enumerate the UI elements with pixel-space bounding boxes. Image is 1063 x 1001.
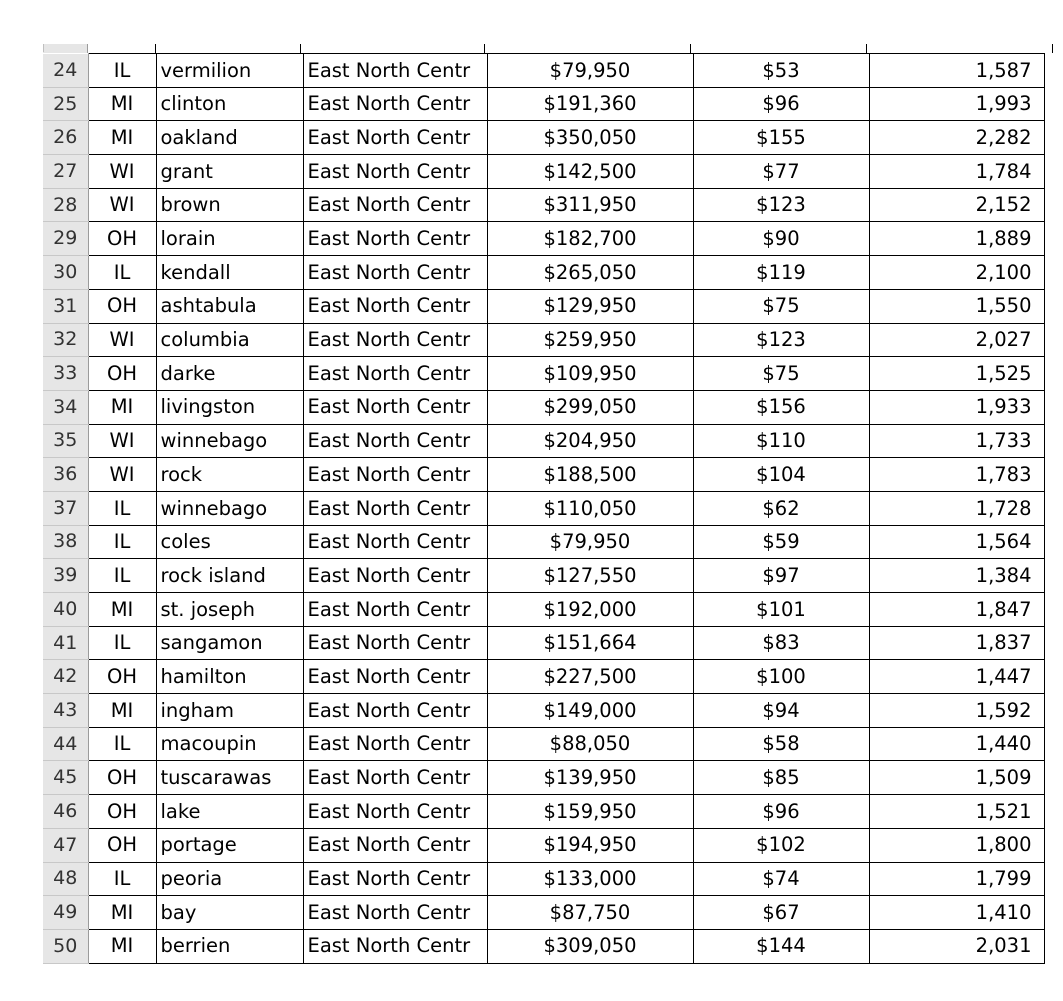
table-row bbox=[43, 289, 1044, 323]
cell-sqft[interactable]: 1,384 bbox=[869, 559, 1044, 593]
cell-state[interactable]: MI bbox=[88, 87, 156, 121]
row-number[interactable]: 39 bbox=[43, 559, 88, 593]
spreadsheet-grid bbox=[43, 53, 1045, 964]
cell-state[interactable]: OH bbox=[88, 795, 156, 829]
row-number[interactable]: 27 bbox=[43, 155, 88, 189]
cell-region[interactable]: East North Centr bbox=[303, 323, 487, 357]
cell-region[interactable]: East North Centr bbox=[303, 896, 487, 930]
cell-county[interactable]: portage bbox=[156, 828, 303, 862]
table-row bbox=[43, 222, 1044, 256]
cell-state[interactable]: WI bbox=[88, 458, 156, 492]
cell-region[interactable]: East North Centr bbox=[303, 357, 487, 391]
cell-county[interactable]: livingston bbox=[156, 390, 303, 424]
row-number[interactable]: 31 bbox=[43, 289, 88, 323]
cell-rent[interactable]: $96 bbox=[693, 87, 869, 121]
cell-region[interactable]: East North Centr bbox=[303, 761, 487, 795]
row-number[interactable]: 35 bbox=[43, 424, 88, 458]
cell-price[interactable]: $88,050 bbox=[487, 727, 693, 761]
row-number[interactable]: 49 bbox=[43, 896, 88, 930]
partial-row-below bbox=[87, 990, 1063, 1001]
cell-state[interactable]: OH bbox=[88, 357, 156, 391]
cell-sqft[interactable]: 1,525 bbox=[869, 357, 1044, 391]
table-row bbox=[43, 424, 1044, 458]
cell-state[interactable]: IL bbox=[88, 491, 156, 525]
cell-price[interactable]: $311,950 bbox=[487, 188, 693, 222]
cell-state[interactable]: MI bbox=[88, 390, 156, 424]
cell-region[interactable]: East North Centr bbox=[303, 660, 487, 694]
cell-region[interactable]: East North Centr bbox=[303, 54, 487, 88]
cell-state[interactable]: OH bbox=[88, 289, 156, 323]
cell-price[interactable]: $159,950 bbox=[487, 795, 693, 829]
table-row bbox=[43, 626, 1044, 660]
cell-county[interactable]: sangamon bbox=[156, 626, 303, 660]
cell-county[interactable]: bay bbox=[156, 896, 303, 930]
cell-price[interactable]: $188,500 bbox=[487, 458, 693, 492]
cell-state[interactable]: OH bbox=[88, 660, 156, 694]
cell-rent[interactable]: $53 bbox=[693, 54, 869, 88]
table-row bbox=[43, 256, 1044, 290]
cell-price[interactable]: $139,950 bbox=[487, 761, 693, 795]
cell-state[interactable]: MI bbox=[88, 121, 156, 155]
table-row bbox=[43, 491, 1044, 525]
cell-region[interactable]: East North Centr bbox=[303, 593, 487, 627]
cell-sqft[interactable]: 1,837 bbox=[869, 626, 1044, 660]
cell-rent[interactable]: $77 bbox=[693, 155, 869, 189]
cell-sqft[interactable]: 1,784 bbox=[869, 155, 1044, 189]
row-number[interactable]: 28 bbox=[43, 188, 88, 222]
cell-county[interactable]: vermilion bbox=[156, 54, 303, 88]
cell-rent[interactable]: $101 bbox=[693, 593, 869, 627]
cell-rent[interactable]: $67 bbox=[693, 896, 869, 930]
cell-county[interactable]: columbia bbox=[156, 323, 303, 357]
cell-rent[interactable]: $83 bbox=[693, 626, 869, 660]
cell-state[interactable]: OH bbox=[88, 222, 156, 256]
cell-county[interactable]: rock island bbox=[156, 559, 303, 593]
table-row bbox=[43, 896, 1044, 930]
cell-price[interactable]: $299,050 bbox=[487, 390, 693, 424]
cell-state[interactable]: WI bbox=[88, 155, 156, 189]
cell-rent[interactable]: $156 bbox=[693, 390, 869, 424]
cell-rent[interactable]: $155 bbox=[693, 121, 869, 155]
cell-sqft[interactable]: 1,509 bbox=[869, 761, 1044, 795]
cell-price[interactable]: $87,750 bbox=[487, 896, 693, 930]
cell-sqft[interactable]: 1,933 bbox=[869, 390, 1044, 424]
table-body bbox=[43, 54, 1044, 964]
cell-county[interactable]: coles bbox=[156, 525, 303, 559]
table-row bbox=[43, 54, 1044, 88]
table-row bbox=[43, 458, 1044, 492]
row-number[interactable]: 45 bbox=[43, 761, 88, 795]
row-number[interactable]: 34 bbox=[43, 390, 88, 424]
cell-sqft[interactable]: 2,282 bbox=[869, 121, 1044, 155]
table-row bbox=[43, 525, 1044, 559]
cell-state[interactable]: IL bbox=[88, 525, 156, 559]
cell-region[interactable]: East North Centr bbox=[303, 525, 487, 559]
row-number[interactable]: 44 bbox=[43, 727, 88, 761]
cell-sqft[interactable]: 1,800 bbox=[869, 828, 1044, 862]
cell-rent[interactable]: $90 bbox=[693, 222, 869, 256]
cell-county[interactable]: peoria bbox=[156, 862, 303, 896]
table-row bbox=[43, 593, 1044, 627]
cell-county[interactable]: lorain bbox=[156, 222, 303, 256]
table-row bbox=[43, 660, 1044, 694]
cell-region[interactable]: East North Centr bbox=[303, 727, 487, 761]
cell-price[interactable]: $129,950 bbox=[487, 289, 693, 323]
cell-price[interactable]: $110,050 bbox=[487, 491, 693, 525]
table-row bbox=[43, 727, 1044, 761]
cell-county[interactable]: ingham bbox=[156, 694, 303, 728]
cell-state[interactable]: WI bbox=[88, 323, 156, 357]
cell-price[interactable]: $151,664 bbox=[487, 626, 693, 660]
cell-price[interactable]: $191,360 bbox=[487, 87, 693, 121]
cell-sqft[interactable]: 1,410 bbox=[869, 896, 1044, 930]
cell-price[interactable]: $194,950 bbox=[487, 828, 693, 862]
cell-county[interactable]: darke bbox=[156, 357, 303, 391]
cell-state[interactable]: MI bbox=[88, 694, 156, 728]
cell-sqft[interactable]: 2,031 bbox=[869, 929, 1044, 963]
cell-sqft[interactable]: 2,152 bbox=[869, 188, 1044, 222]
cell-county[interactable]: oakland bbox=[156, 121, 303, 155]
cell-sqft[interactable]: 1,447 bbox=[869, 660, 1044, 694]
cell-rent[interactable]: $123 bbox=[693, 188, 869, 222]
cell-rent[interactable]: $59 bbox=[693, 525, 869, 559]
cell-sqft[interactable]: 1,440 bbox=[869, 727, 1044, 761]
cell-price[interactable]: $182,700 bbox=[487, 222, 693, 256]
cell-rent[interactable]: $110 bbox=[693, 424, 869, 458]
cell-rent[interactable]: $62 bbox=[693, 491, 869, 525]
cell-rent[interactable]: $100 bbox=[693, 660, 869, 694]
cell-region[interactable]: East North Centr bbox=[303, 87, 487, 121]
cell-rent[interactable]: $75 bbox=[693, 357, 869, 391]
table-row bbox=[43, 390, 1044, 424]
cell-sqft[interactable]: 1,521 bbox=[869, 795, 1044, 829]
cell-region[interactable]: East North Centr bbox=[303, 121, 487, 155]
row-number[interactable]: 30 bbox=[43, 256, 88, 290]
row-number[interactable]: 47 bbox=[43, 828, 88, 862]
row-number[interactable]: 38 bbox=[43, 525, 88, 559]
cell-rent[interactable]: $102 bbox=[693, 828, 869, 862]
row-number[interactable]: 42 bbox=[43, 660, 88, 694]
cell-region[interactable]: East North Centr bbox=[303, 390, 487, 424]
cell-rent[interactable]: $58 bbox=[693, 727, 869, 761]
cell-state[interactable]: IL bbox=[88, 626, 156, 660]
cell-price[interactable]: $204,950 bbox=[487, 424, 693, 458]
table-row bbox=[43, 87, 1044, 121]
cell-region[interactable]: East North Centr bbox=[303, 222, 487, 256]
cell-rent[interactable]: $97 bbox=[693, 559, 869, 593]
cell-sqft[interactable]: 1,889 bbox=[869, 222, 1044, 256]
cell-state[interactable]: OH bbox=[88, 761, 156, 795]
cell-price[interactable]: $192,000 bbox=[487, 593, 693, 627]
cell-region[interactable]: East North Centr bbox=[303, 626, 487, 660]
cell-price[interactable]: $133,000 bbox=[487, 862, 693, 896]
cell-county[interactable]: ashtabula bbox=[156, 289, 303, 323]
cell-rent[interactable]: $94 bbox=[693, 694, 869, 728]
cell-region[interactable]: East North Centr bbox=[303, 559, 487, 593]
cell-sqft[interactable]: 1,592 bbox=[869, 694, 1044, 728]
table-row bbox=[43, 862, 1044, 896]
cell-county[interactable]: lake bbox=[156, 795, 303, 829]
cell-price[interactable]: $350,050 bbox=[487, 121, 693, 155]
cell-rent[interactable]: $96 bbox=[693, 795, 869, 829]
cell-sqft[interactable]: 1,564 bbox=[869, 525, 1044, 559]
cell-state[interactable]: IL bbox=[88, 54, 156, 88]
cell-region[interactable]: East North Centr bbox=[303, 458, 487, 492]
row-number[interactable]: 26 bbox=[43, 121, 88, 155]
row-number[interactable]: 50 bbox=[43, 929, 88, 963]
cell-county[interactable]: brown bbox=[156, 188, 303, 222]
cell-price[interactable]: $309,050 bbox=[487, 929, 693, 963]
cell-rent[interactable]: $123 bbox=[693, 323, 869, 357]
row-number[interactable]: 24 bbox=[43, 54, 88, 88]
cell-region[interactable]: East North Centr bbox=[303, 289, 487, 323]
row-number[interactable]: 48 bbox=[43, 862, 88, 896]
cell-price[interactable]: $259,950 bbox=[487, 323, 693, 357]
cell-county[interactable]: rock bbox=[156, 458, 303, 492]
cell-sqft[interactable]: 2,027 bbox=[869, 323, 1044, 357]
cell-state[interactable]: WI bbox=[88, 424, 156, 458]
cell-region[interactable]: East North Centr bbox=[303, 694, 487, 728]
cell-price[interactable]: $227,500 bbox=[487, 660, 693, 694]
cell-county[interactable]: hamilton bbox=[156, 660, 303, 694]
table-row bbox=[43, 323, 1044, 357]
cell-price[interactable]: $265,050 bbox=[487, 256, 693, 290]
cell-price[interactable]: $149,000 bbox=[487, 694, 693, 728]
cell-state[interactable]: MI bbox=[88, 929, 156, 963]
cell-sqft[interactable]: 1,728 bbox=[869, 491, 1044, 525]
cell-county[interactable]: macoupin bbox=[156, 727, 303, 761]
cell-sqft[interactable]: 1,847 bbox=[869, 593, 1044, 627]
cell-region[interactable]: East North Centr bbox=[303, 929, 487, 963]
row-number[interactable]: 36 bbox=[43, 458, 88, 492]
row-number[interactable]: 33 bbox=[43, 357, 88, 391]
cell-rent[interactable]: $119 bbox=[693, 256, 869, 290]
cell-county[interactable]: winnebago bbox=[156, 424, 303, 458]
table-row bbox=[43, 357, 1044, 391]
row-number[interactable]: 32 bbox=[43, 323, 88, 357]
row-number[interactable]: 37 bbox=[43, 491, 88, 525]
cell-price[interactable]: $142,500 bbox=[487, 155, 693, 189]
cell-state[interactable]: IL bbox=[88, 559, 156, 593]
cell-state[interactable]: IL bbox=[88, 727, 156, 761]
cell-price[interactable]: $79,950 bbox=[487, 54, 693, 88]
cell-price[interactable]: $109,950 bbox=[487, 357, 693, 391]
cell-county[interactable]: st. joseph bbox=[156, 593, 303, 627]
cell-sqft[interactable]: 2,100 bbox=[869, 256, 1044, 290]
cell-county[interactable]: clinton bbox=[156, 87, 303, 121]
cell-state[interactable]: OH bbox=[88, 828, 156, 862]
table-row bbox=[43, 929, 1044, 963]
cell-sqft[interactable]: 1,993 bbox=[869, 87, 1044, 121]
row-number[interactable]: 29 bbox=[43, 222, 88, 256]
table-row bbox=[43, 795, 1044, 829]
data-table bbox=[43, 53, 1045, 964]
row-number[interactable]: 43 bbox=[43, 694, 88, 728]
table-row bbox=[43, 828, 1044, 862]
cell-price[interactable]: $127,550 bbox=[487, 559, 693, 593]
cell-rent[interactable]: $104 bbox=[693, 458, 869, 492]
row-number[interactable]: 25 bbox=[43, 87, 88, 121]
cell-state[interactable]: MI bbox=[88, 896, 156, 930]
cell-region[interactable]: East North Centr bbox=[303, 491, 487, 525]
cell-sqft[interactable]: 1,587 bbox=[869, 54, 1044, 88]
cell-state[interactable]: IL bbox=[88, 862, 156, 896]
table-row bbox=[43, 761, 1044, 795]
cell-region[interactable]: East North Centr bbox=[303, 188, 487, 222]
row-number[interactable]: 40 bbox=[43, 593, 88, 627]
row-number[interactable]: 41 bbox=[43, 626, 88, 660]
cell-sqft[interactable]: 1,799 bbox=[869, 862, 1044, 896]
cell-county[interactable]: tuscarawas bbox=[156, 761, 303, 795]
table-row bbox=[43, 188, 1044, 222]
cell-rent[interactable]: $75 bbox=[693, 289, 869, 323]
cell-sqft[interactable]: 1,550 bbox=[869, 289, 1044, 323]
cell-rent[interactable]: $144 bbox=[693, 929, 869, 963]
cell-region[interactable]: East North Centr bbox=[303, 155, 487, 189]
cell-region[interactable]: East North Centr bbox=[303, 795, 487, 829]
cell-county[interactable]: winnebago bbox=[156, 491, 303, 525]
cell-region[interactable]: East North Centr bbox=[303, 828, 487, 862]
cell-region[interactable]: East North Centr bbox=[303, 862, 487, 896]
cell-price[interactable]: $79,950 bbox=[487, 525, 693, 559]
cell-county[interactable]: berrien bbox=[156, 929, 303, 963]
cell-rent[interactable]: $74 bbox=[693, 862, 869, 896]
table-row bbox=[43, 121, 1044, 155]
table-row bbox=[43, 155, 1044, 189]
cell-county[interactable]: grant bbox=[156, 155, 303, 189]
cell-state[interactable]: MI bbox=[88, 593, 156, 627]
cell-state[interactable]: WI bbox=[88, 188, 156, 222]
cell-rent[interactable]: $85 bbox=[693, 761, 869, 795]
cell-county[interactable]: kendall bbox=[156, 256, 303, 290]
cell-sqft[interactable]: 1,783 bbox=[869, 458, 1044, 492]
cell-sqft[interactable]: 1,733 bbox=[869, 424, 1044, 458]
cell-state[interactable]: IL bbox=[88, 256, 156, 290]
table-row bbox=[43, 559, 1044, 593]
table-row bbox=[43, 694, 1044, 728]
cell-region[interactable]: East North Centr bbox=[303, 424, 487, 458]
cell-region[interactable]: East North Centr bbox=[303, 256, 487, 290]
row-number[interactable]: 46 bbox=[43, 795, 88, 829]
